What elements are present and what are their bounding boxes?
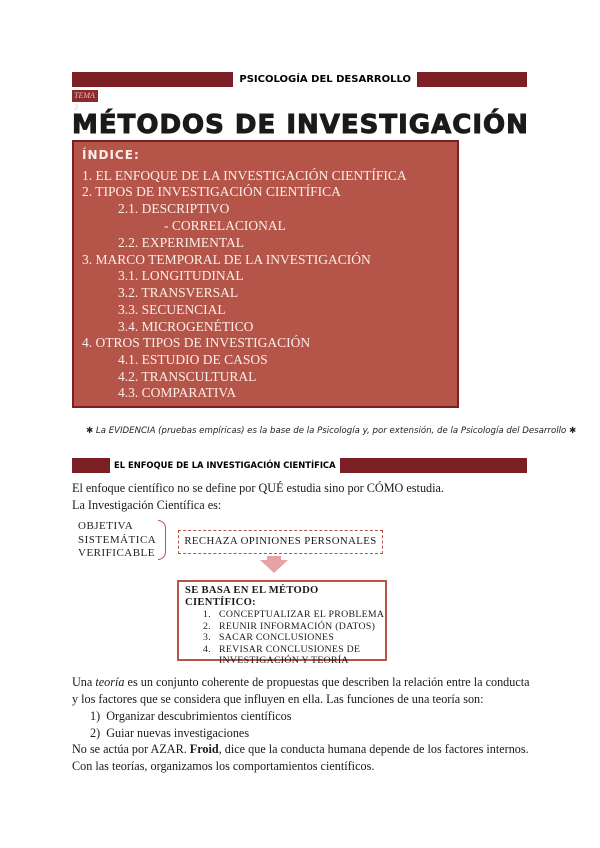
theory-word: teoría (95, 675, 125, 689)
freud-prefix: No se actúa por AZAR. (72, 742, 190, 756)
function-number: 1) (90, 709, 101, 723)
function-number: 2) (90, 726, 101, 740)
step-text: CONCEPTUALIZAR EL PROBLEMA (219, 609, 385, 620)
function-text: Organizar descubrimientos científicos (106, 709, 292, 723)
index-item: 3.4. MICROGENÉTICO (118, 319, 254, 334)
index-item: 3.3. SECUENCIAL (118, 302, 226, 317)
subject-label: PSICOLOGÍA DEL DESARROLLO (231, 72, 417, 87)
step-number: 3. (203, 632, 211, 644)
theory-prefix: Una (72, 675, 96, 689)
property-item: VERIFICABLE (78, 547, 155, 559)
method-title: SE BASA EN EL MÉTODO CIENTÍFICO: (185, 585, 319, 608)
method-step-continued: INVESTIGACIÓN Y TEORÍA (219, 655, 349, 667)
step-text: REVISAR CONCLUSIONES DE (219, 643, 361, 655)
function-item (90, 708, 291, 725)
index-item: 4.3. COMPARATIVA (118, 385, 237, 400)
freud-line (72, 741, 529, 758)
index-heading: ÍNDICE: (82, 148, 140, 162)
index-item: 3.1. LONGITUDINAL (118, 268, 244, 283)
index-item: 2.1. DESCRIPTIVO (118, 201, 230, 216)
step-text: SACAR CONCLUSIONES (219, 632, 335, 644)
index-item: 2. TIPOS DE INVESTIGACIÓN CIENTÍFICA (82, 184, 341, 199)
page-title: MÉTODOS DE INVESTIGACIÓN (72, 110, 529, 140)
step-text: REUNIR INFORMACIÓN (DATOS) (219, 620, 376, 632)
freud-name: Froid (189, 742, 219, 756)
scientific-method-box (177, 580, 387, 667)
section-heading: EL ENFOQUE DE LA INVESTIGACIÓN CIENTÍFICA (110, 458, 340, 473)
index-item: 4.1. ESTUDIO DE CASOS (118, 352, 268, 367)
step-number: 1. (203, 609, 211, 620)
index-box (72, 140, 459, 408)
step-number: 4. (203, 643, 211, 655)
function-text: Guiar nuevas investigaciones (106, 726, 250, 740)
down-arrow-icon (260, 560, 288, 573)
function-item (90, 725, 249, 742)
tema-tag: TEMA 3 (72, 90, 98, 102)
method-step (185, 644, 379, 656)
intro-line: La Investigación Científica es: (72, 498, 222, 512)
method-step (185, 632, 379, 644)
evidence-note: ✱ La EVIDENCIA (pruebas empíricas) es la base de la Psicología y, por extensión, de la Psicología del Desarrollo ✱ (86, 426, 577, 436)
method-step (185, 621, 379, 633)
theory-line: y los factores que se considera que influyen en ella. Las funciones de una teoría son: (72, 692, 484, 706)
freud-rest: , dice que la conducta humana depende de los factores internos. (218, 742, 529, 756)
intro-line: El enfoque científico no se define por QUÉ estudia sino por CÓMO estudia. (72, 481, 444, 495)
index-item: 3.2. TRANSVERSAL (118, 285, 239, 300)
research-properties-list (78, 520, 156, 561)
index-item: 3. MARCO TEMPORAL DE LA INVESTIGACIÓN (82, 252, 371, 267)
index-item: - CORRELACIONAL (164, 218, 286, 233)
reject-opinions-box: RECHAZA OPINIONES PERSONALES (178, 530, 383, 554)
section-header-bar (72, 458, 527, 473)
property-item: SISTEMÁTICA (78, 533, 157, 546)
theory-rest: es un conjunto coherente de propuestas que describen la relación entre la conducta (124, 675, 530, 689)
step-number: 2. (203, 620, 211, 632)
index-item: 4.2. TRANSCULTURAL (118, 369, 257, 384)
brace-connector (158, 520, 166, 560)
index-item: 2.2. EXPERIMENTAL (118, 235, 245, 250)
method-step (185, 609, 385, 621)
subject-header-bar (72, 72, 527, 87)
theory-line (72, 674, 530, 691)
index-item: 1. EL ENFOQUE DE LA INVESTIGACIÓN CIENTÍFICA (82, 168, 407, 183)
index-item: 4. OTROS TIPOS DE INVESTIGACIÓN (82, 335, 311, 350)
closing-line: Con las teorías, organizamos los comportamientos científicos. (72, 759, 375, 773)
property-item: OBJETIVA (78, 520, 134, 532)
